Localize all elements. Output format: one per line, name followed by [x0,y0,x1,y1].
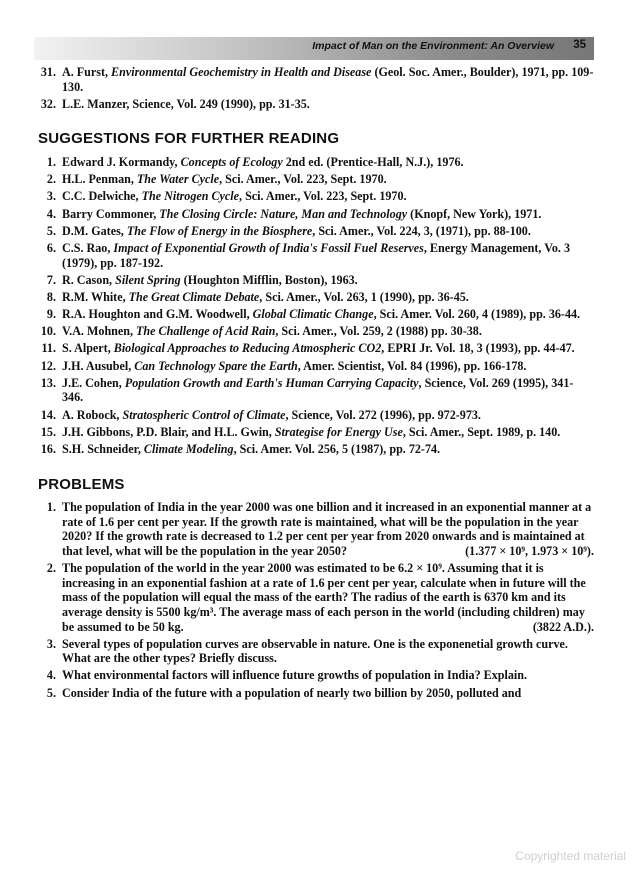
problem-text: The population of the world in the year 2000 was estimated to be 6.2 × 10⁹. Assuming that it is increasing in an exponential fashion at a rate of 1.6 per cent per year, calculate when in future will the mass of the population will equal the mass of the earth? The radius of the earth is 6370 km and its average density is 5500 kg/m³. The average mass of each person in the world (including children) may be assumed to be 50 kg. [62,561,586,634]
reference-list [38,65,594,111]
problem-number: 4. [46,668,56,683]
problem-item [38,637,594,666]
reading-item [38,224,594,239]
copyright-watermark: Copyrighted material [515,849,626,863]
item-number: 16. [40,441,56,456]
item-number: 15. [40,424,56,439]
item-author: R.A. Houghton and G.M. Woodwell, [62,307,253,322]
running-header [34,37,594,60]
item-number: 32. [40,96,56,111]
item-number: 6. [46,240,56,255]
item-author: R.M. White, [62,289,129,304]
problem-item [38,686,594,701]
item-title: Population Growth and Earth's Human Carrying Capacity [124,375,419,390]
item-number: 31. [40,65,56,79]
item-details: , Science, Vol. 272 (1996), pp. 972-973. [285,407,481,422]
item-details: , Sci. Amer., Vol. 263, 1 (1990), pp. 36-45. [259,289,469,304]
reading-item [38,376,594,405]
item-author: H.L. Penman, [62,172,137,187]
item-details: , Sci. Amer., Vol. 259, 2 (1988) pp. 30-38. [275,324,482,339]
reading-item [38,241,594,270]
item-author: D.M. Gates, [62,223,127,238]
item-author: J.H. Gibbons, P.D. Blair, and H.L. Gwin, [62,424,275,439]
item-title: Silent Spring [115,272,181,287]
item-title: The Nitrogen Cycle [141,189,240,204]
item-author: C.C. Delwiche, [62,189,142,204]
item-author: A. Furst, [62,65,112,79]
item-details: , Sci. Amer., Vol. 223, Sept. 1970. [239,189,407,204]
item-number: 13. [40,375,56,390]
item-details: , Amer. Scientist, Vol. 84 (1996), pp. 166-178. [297,358,527,373]
reading-item [38,273,594,288]
item-number: 3. [46,189,56,204]
item-number: 12. [40,358,56,373]
item-title: Biological Approaches to Reducing Atmospheric CO2 [113,341,382,356]
item-title: The Water Cycle [136,172,220,187]
item-author: S.H. Schneider, [62,441,144,456]
item-details: , Sci. Amer. Vol. 260, 4 (1989), pp. 36-44. [373,307,581,322]
reference-item [38,65,594,94]
reference-item [38,97,594,112]
problem-answer: (1.377 × 10⁹, 1.973 × 10⁹). [465,543,594,558]
item-title: Concepts of Ecology [180,154,283,169]
item-details: 2nd ed. (Prentice-Hall, N.J.), 1976. [282,154,464,169]
problem-number: 3. [46,636,56,651]
problem-number: 1. [46,500,56,515]
item-number: 5. [46,223,56,238]
problem-number: 5. [46,685,56,700]
item-details: , Sci. Amer., Vol. 223, Sept. 1970. [219,172,387,187]
item-author: A. Robock, [62,407,123,422]
item-details: (Houghton Mifflin, Boston), 1963. [180,272,358,287]
item-number: 4. [46,206,56,221]
item-author: Edward J. Kormandy, [62,154,181,169]
item-author: R. Cason, [62,272,116,287]
item-number: 2. [46,172,56,187]
problem-item [38,561,594,634]
problem-number: 2. [46,561,56,576]
item-author: J.H. Ausubel, [62,358,135,373]
item-title: Environmental Geochemistry in Health and Disease [111,65,372,79]
reading-item [38,155,594,170]
problem-item [38,668,594,683]
running-header-title: Impact of Man on the Environment: An Overview [312,40,554,52]
item-title: Can Technology Spare the Earth [134,358,298,373]
item-details: (Knopf, New York), 1971. [407,206,542,221]
item-number: 8. [46,289,56,304]
item-title: Impact of Exponential Growth of India's Fossil Fuel Reserves [113,240,424,255]
item-number: 14. [40,407,56,422]
problems-heading: PROBLEMS [38,475,125,493]
item-details: , Energy Management, Vo. 3 (1979), pp. 187-192. [62,240,570,270]
item-number: 7. [46,272,56,287]
item-author: S. Alpert, [62,341,114,356]
page-number: 35 [573,39,586,51]
item-author: V.A. Mohnen, [62,324,137,339]
reading-item [38,442,594,457]
item-title: Stratospheric Control of Climate [122,407,286,422]
reading-item [38,290,594,305]
item-details: , EPRI Jr. Vol. 18, 3 (1993), pp. 44-47. [381,341,575,356]
reading-item [38,172,594,187]
problem-answer: (3822 A.D.). [532,619,594,634]
item-number: 1. [46,154,56,169]
page-body [38,65,594,703]
problems-list [38,500,594,700]
problem-text: The population of India in the year 2000 was one billion and it increased in an exponential manner at a rate of 1.6 per cent per year. If the growth rate is maintained, what will be the population in the year 2020? If the growth rate is decreased to 1.2 per cent per year from 2020 onwards and is maintained at that level, what will be the population in the year 2050? [62,500,592,558]
item-details: , Sci. Amer., Sept. 1989, p. 140. [402,424,561,439]
item-number: 11. [41,341,56,356]
item-author: Barry Commoner, [62,206,160,221]
problem-text: Several types of population curves are observable in nature. One is the exponenetial growth curve. What are the other types? Briefly discuss. [62,636,568,666]
item-title: Climate Modeling [143,441,234,456]
reading-item [38,207,594,222]
item-title: The Closing Circle: Nature, Man and Technology [159,206,408,221]
problem-text: What environmental factors will influence future growths of population in India? Explain. [62,668,527,683]
problem-item [38,500,594,558]
item-details: , Science, Vol. 269 (1995), 341-346. [62,375,574,405]
item-title: The Great Climate Debate [128,289,260,304]
item-details: , Sci. Amer., Vol. 224, 3, (1971), pp. 88-100. [312,223,531,238]
item-title: Global Climatic Change [252,307,374,322]
further-reading-list [38,155,594,457]
reading-item [38,324,594,339]
problem-text: Consider India of the future with a population of nearly two billion by 2050, polluted and [62,685,522,700]
item-title: The Flow of Energy in the Biosphere [126,223,313,238]
reading-item [38,425,594,440]
further-reading-heading: SUGGESTIONS FOR FURTHER READING [38,130,340,148]
item-title: The Challenge of Acid Rain [136,324,276,339]
item-details: , Sci. Amer. Vol. 256, 5 (1987), pp. 72-74. [233,441,441,456]
reading-item [38,408,594,423]
item-author: J.E. Cohen, [62,375,125,390]
item-author: L.E. Manzer, Science, Vol. 249 (1990), pp. 31-35. [62,96,310,111]
reading-item [38,359,594,374]
reading-item [38,341,594,356]
item-number: 10. [40,324,56,339]
item-author: C.S. Rao, [62,240,114,255]
item-number: 9. [46,307,56,322]
item-title: Strategise for Energy Use [274,424,403,439]
reading-item [38,189,594,204]
item-details: (Geol. Soc. Amer., Boulder), 1971, pp. 109-130. [62,65,594,94]
reading-item [38,307,594,322]
